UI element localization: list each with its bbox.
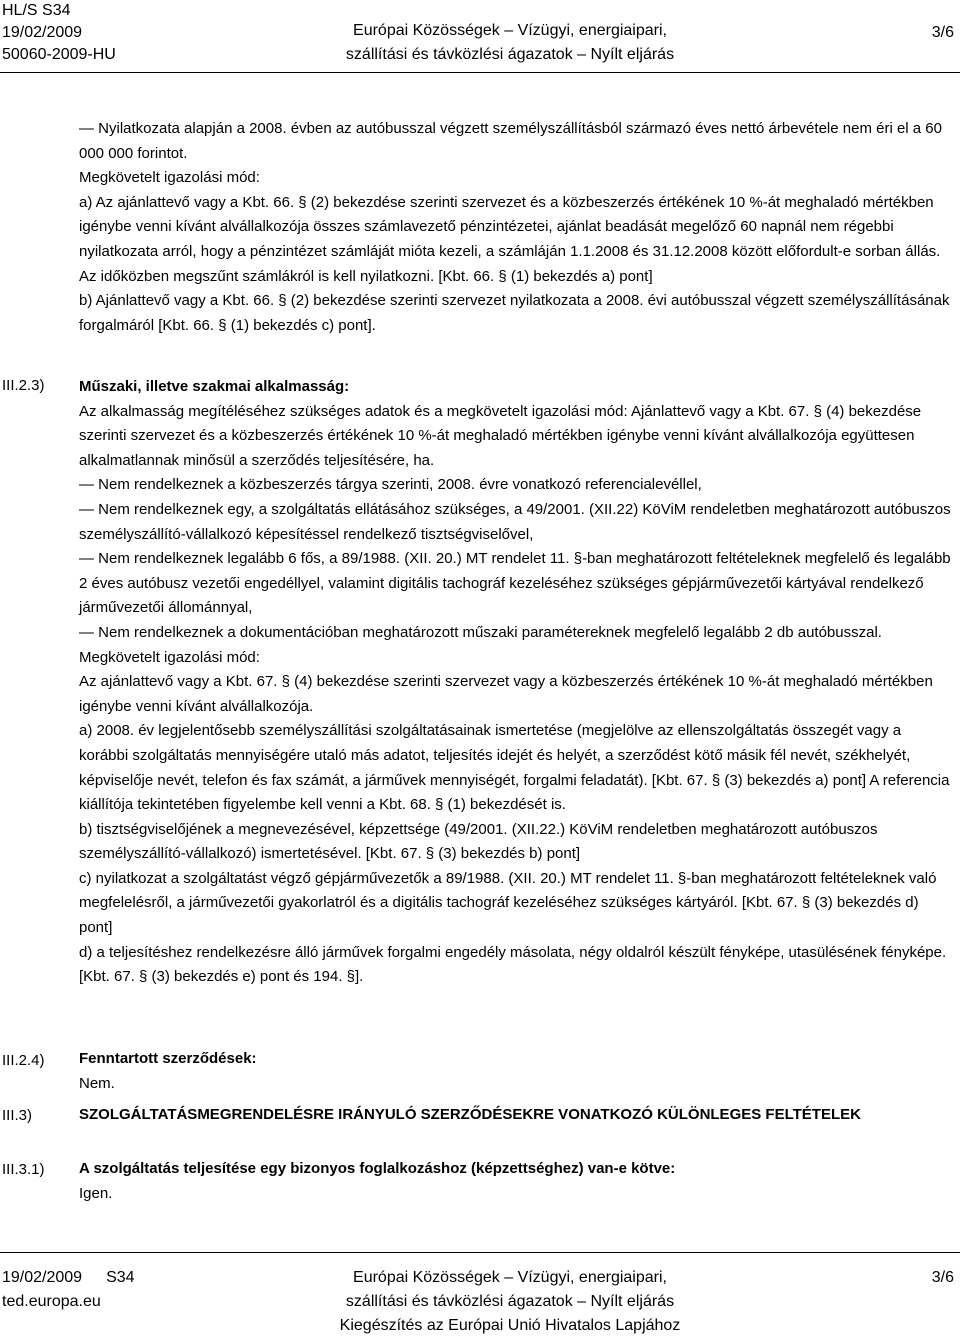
reserved-contracts-title: Fenntartott szerződések:	[79, 1050, 257, 1067]
footer-date: 19/02/2009	[2, 1269, 83, 1286]
service-contracts-title: SZOLGÁLTATÁSMEGRENDELÉSRE IRÁNYULÓ SZERZŐDÉSEKRE VONATKOZÓ KÜLÖNLEGES FELTÉTELEK	[79, 1106, 861, 1123]
doc-code: HL/S S34	[2, 2, 71, 19]
paragraph-proof-heading: Megkövetelt igazolási mód:	[79, 169, 260, 187]
technical-capacity-title: Műszaki, illetve szakmai alkalmasság:	[79, 378, 350, 395]
paragraph-proof-b: b) Ajánlattevő vagy a Kbt. 66. § (2) bekezdése szerinti szervezet nyilatkozata a 2008. évi autóbusszal végzett személyszállításának forgalmáról [Kbt. 66. § (1) bekezdés c) pont].	[79, 292, 950, 334]
section-III-3	[79, 1103, 951, 1128]
footer-series: S34	[106, 1269, 135, 1286]
criterion-drivers: — Nem rendelkeznek legalább 6 fős, a 89/1988. (XII. 20.) MT rendelet 11. §-ban meghatározott feltételeknek megfelelő és legalább 2 éves autóbusz vezetői engedéllyel, valamint digitális tachográf kezeléséhez szükséges gépjárművezetői kártyával rendelkező járművezetői állománnyal,	[79, 550, 951, 617]
paragraph-proof-a: a) Az ajánlattevő vagy a Kbt. 66. § (2) bekezdése szerinti szervezet és a közbeszerzés értékének 10 %-át meghaladó mértékben igénybe venni kívánt alvállalkozója összes számlavezető pénzintézetei, ajánlat beadását megelőző 60 napnál nem régebbi nyilatkozata arról, hogy a pénzintézet számláját mióta kezeli, a számláján 1.1.2008 és 31.12.2008 között előfordult-e sorban állás. Az időközben megszűnt számlákról is kell nyilatkozni. [Kbt. 66. § (1) bekezdés a) pont]	[79, 193, 941, 285]
paragraph-turnover-statement: — Nyilatkozata alapján a 2008. évben az autóbusszal végzett személyszállításból származó éves nettó árbevétele nem éri el a 60 000 000 forintot.	[79, 120, 942, 162]
footer-meta	[2, 1266, 135, 1314]
header-divider	[0, 72, 960, 73]
section-label-III-2-3: III.2.3)	[2, 377, 45, 394]
header-title-line2: szállítási és távközlési ágazatok – Nyílt eljárás	[345, 46, 675, 63]
footer-site: ted.europa.eu	[2, 1293, 101, 1310]
footer-title-line2: szállítási és távközlési ágazatok – Nyílt eljárás	[345, 1293, 675, 1310]
section-III-3-1	[79, 1157, 951, 1206]
header-date: 19/02/2009	[2, 24, 83, 41]
criterion-qualified-officer: — Nem rendelkeznek egy, a szolgáltatás ellátásához szükséges, a 49/2001. (XII.22) KöViM rendeletben meghatározott autóbuszos személyszállító-vállalkozó képesítéssel rendelkező tisztségviselővel,	[79, 500, 951, 543]
footer-title-line1: Európai Közösségek – Vízügyi, energiaipari,	[353, 1269, 667, 1286]
footer-page-number: 3/6	[931, 1269, 954, 1286]
profession-question: A szolgáltatás teljesítése egy bizonyos foglalkozáshoz (képzettséghez) van-e kötve:	[79, 1160, 676, 1177]
criterion-reference-letter: — Nem rendelkeznek a közbeszerzés tárgya szerinti, 2008. évre vonatkozó referencialevéllel,	[79, 476, 702, 494]
header-page-number: 3/6	[931, 24, 954, 41]
technical-capacity-intro: Az alkalmasság megítéléséhez szükséges adatok és a megkövetelt igazolási mód: Ajánlattevő vagy a Kbt. 67. § (4) bekezdése szerinti szervezet és a közbeszerzés értékének 10 %-át meghaladó mértékben igénybe venni kívánt alvállalkozója együttesen alkalmatlannak minősül a szerződés teljesítésére, ha.	[79, 402, 922, 469]
technical-proof-a: a) 2008. év legjelentősebb személyszállítási szolgáltatásainak ismertetése (megjelölve az ellenszolgáltatás összegét vagy a korábbi szolgáltatás mennyiségére utaló más adatot, teljesítés idejét és helyét, a szerződést kötő másik fél nevét, székhelyét, képviselője nevét, telefon és fax számát, a járművek mennyiségét, forgalmi feladatát). [Kbt. 67. § (3) bekezdés a) pont] A referencia kiállítója tekintetében figyelembe kell venni a Kbt. 68. § (1) bekezdését is.	[79, 722, 950, 814]
technical-proof-intro: Az ajánlattevő vagy a Kbt. 67. § (4) bekezdése szerinti szervezet vagy a közbeszerzés értékének 10 %-át meghaladó mértékben igénybe venni kívánt alvállalkozója.	[79, 673, 933, 715]
footer-title-line3: Kiegészítés az Európai Unió Hivatalos Lapjához	[339, 1317, 681, 1334]
technical-proof-d: d) a teljesítéshez rendelkezésre álló járművek forgalmi engedély másolata, négy oldalról készült fényképe, utasülésének fényképe. [Kbt. 67. § (3) bekezdés e) pont és 194. §].	[79, 943, 947, 986]
reserved-contracts-value: Nem.	[79, 1074, 115, 1092]
notice-number: 50060-2009-HU	[2, 46, 116, 63]
footer-title	[300, 1266, 720, 1338]
technical-proof-b: b) tisztségviselőjének a megnevezésével, képzettsége (49/2001. (XII.22.) KöViM rendeletben meghatározott autóbuszos személyszállító-vállalkozó) ismertetésével. [Kbt. 67. § (3) bekezdés b) pont]	[79, 820, 878, 863]
profession-answer: Igen.	[79, 1184, 113, 1202]
header-title-line1: Európai Közösségek – Vízügyi, energiaipari,	[353, 22, 667, 39]
criterion-buses: — Nem rendelkeznek a dokumentációban meghatározott műszaki paramétereknek megfelelő legalább 2 db autóbusszal.	[79, 623, 882, 641]
section-label-III-2-4: III.2.4)	[2, 1052, 45, 1069]
header-title	[300, 22, 720, 66]
section-label-III-3: III.3)	[2, 1107, 33, 1124]
section-label-III-3-1: III.3.1)	[2, 1161, 45, 1178]
footer-divider	[0, 1252, 960, 1253]
section-III-2-3	[79, 375, 951, 990]
section-III-2-4	[79, 1047, 951, 1096]
header-meta	[2, 0, 116, 66]
section-III-2-2-continued	[79, 117, 951, 338]
technical-proof-c: c) nyilatkozat a szolgáltatást végző gépjárművezetők a 89/1988. (XII. 20.) MT rendelet 11. §-ban meghatározott feltételeknek való megfelelésről, a járművezetői gyakorlatról és a digitális tachográf kezeléséhez szükséges kártyáról. [Kbt. 67. § (3) bekezdés d) pont]	[79, 869, 937, 937]
technical-proof-heading: Megkövetelt igazolási mód:	[79, 648, 260, 666]
